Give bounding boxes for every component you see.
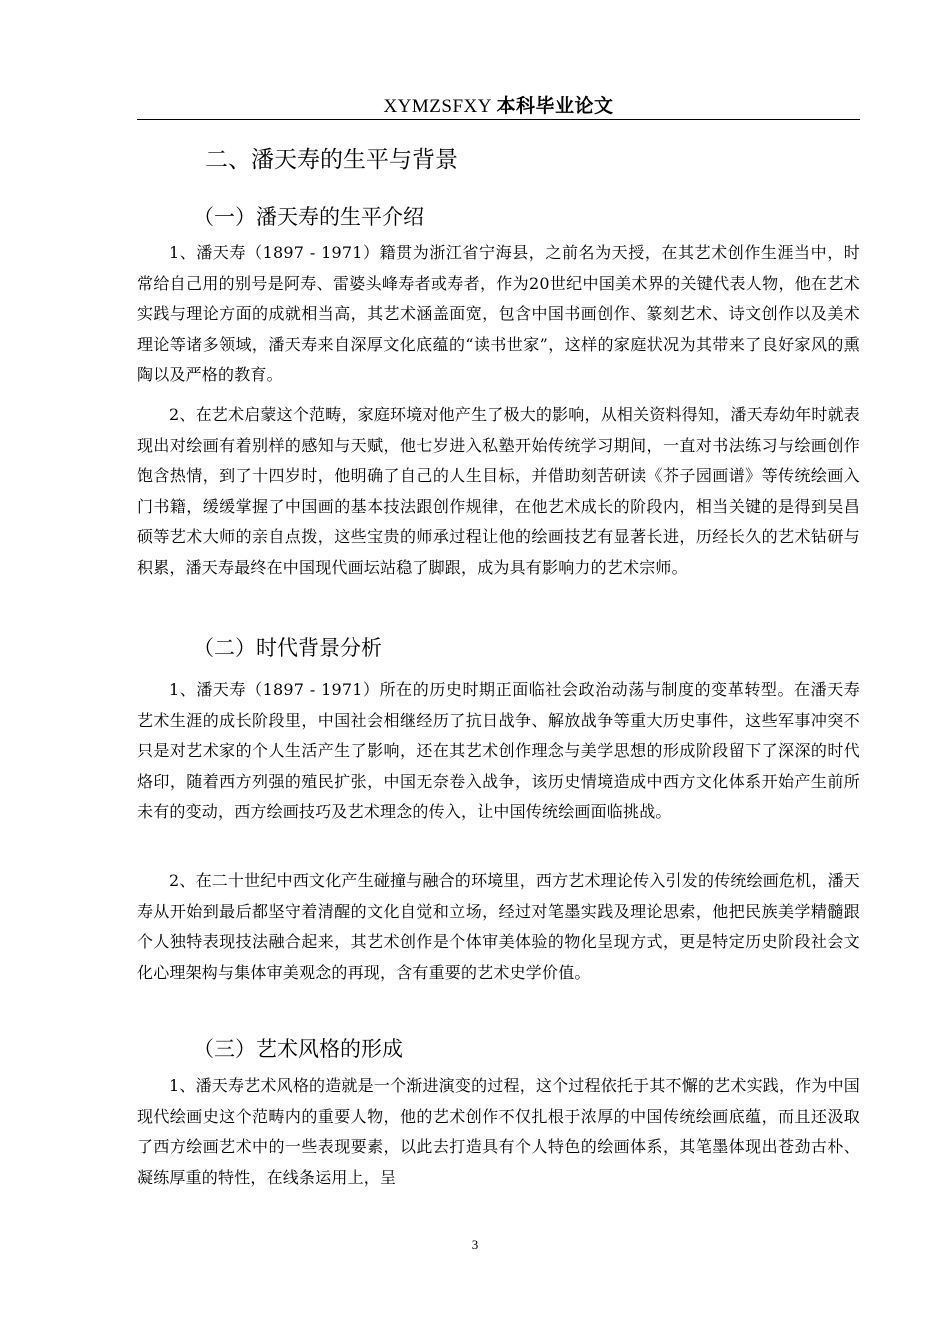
page-header [137,94,860,120]
page-number: 3 [471,1237,479,1252]
header-doc-type: 本科毕业论文 [496,95,614,117]
section-1-paragraph-2: 2、在艺术启蒙这个范畴，家庭环境对他产生了极大的影响，从相关资料得知，潘天寿幼年时就表现出对绘画有着别样的感知与天赋，他七岁进入私塾开始传统学习期间，一直对书法练习与绘画创作饱含热情，到了十四岁时，他明确了自己的人生目标，并借助刻苦研读《芥子园画谱》等传统绘画入门书籍，缓缓掌握了中国画的基本技法跟创作规律，在他艺术成长的阶段内，相当关键的是得到吴昌硕等艺术大师的亲自点拨，这些宝贵的师承过程让他的绘画技艺有显著长进，历经长久的艺术钻研与积累，潘天寿最终在中国现代画坛站稳了脚跟，成为具有影响力的艺术宗师。 [137,405,860,577]
section-2-paragraph-2: 2、在二十世纪中西文化产生碰撞与融合的环境里，西方艺术理论传入引发的传统绘画危机，潘天寿从开始到最后都坚守着清醒的文化自觉和立场，经过对笔墨实践及理论思索，他把民族美学精髓跟个人独特表现技法融合起来，其艺术创作是个体审美体验的物化呈现方式，更是特定历史阶段社会文化心理架构与集体审美观念的再现，含有重要的艺术史学价值。 [137,871,860,982]
section-3-paragraph-1: 1、潘天寿艺术风格的造就是一个渐进演变的过程，这个过程依托于其不懈的艺术实践，作为中国现代绘画史这个范畴内的重要人物，他的艺术创作不仅扎根于浓厚的中国传统绘画底蕴，而且还汲取了西方绘画艺术中的一些表现要素，以此去打造具有个人特色的绘画体系，其笔墨体现出苍劲古朴、凝练厚重的特性，在线条运用上，呈 [137,1076,860,1187]
section-2-title: （二）时代背景分析 [193,636,382,660]
chapter-title: 二、潘天寿的生平与背景 [205,147,458,173]
section-2-paragraph-1: 1、潘天寿（1897 - 1971）所在的历史时期正面临社会政治动荡与制度的变革转型。在潘天寿艺术生涯的成长阶段里，中国社会相继经历了抗日战争、解放战争等重大历史事件，这些军事冲突不只是对艺术家的个人生活产生了影响，还在其艺术创作理念与美学思想的形成阶段留下了深深的时代烙印，随着西方列强的殖民扩张，中国无奈卷入战争，该历史情境造成中西方文化体系开始产生前所未有的变动，西方绘画技巧及艺术理念的传入，让中国传统绘画面临挑战。 [137,680,860,821]
header-title [383,96,613,117]
section-1-title: （一）潘天寿的生平介绍 [193,205,424,229]
section-1-paragraph-1: 1、潘天寿（1897 - 1971）籍贯为浙江省宁海县，之前名为天授，在其艺术创作生涯当中，时常给自己用的别号是阿寿、雷婆头峰寿者或寿者，作为20世纪中国美术界的关键代表人物，他在艺术实践与理论方面的成就相当高，其艺术涵盖面宽，包含中国书画创作、篆刻艺术、诗文创作以及美术理论等诸多领域，潘天寿来自深厚文化底蕴的“读书世家”，这样的家庭状况为其带来了良好家风的熏陶以及严格的教育。 [137,243,860,384]
section-3-title: （三）艺术风格的形成 [193,1037,403,1061]
header-school-code: XYMZSFXY [383,96,492,117]
